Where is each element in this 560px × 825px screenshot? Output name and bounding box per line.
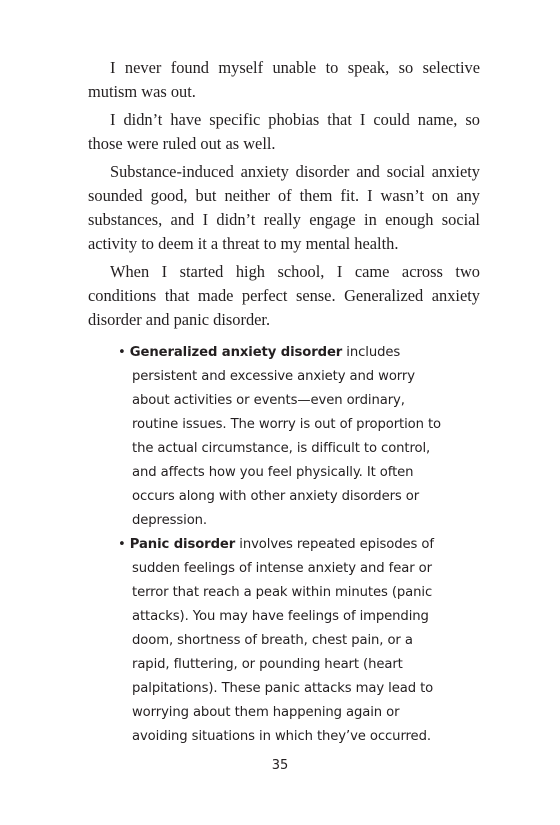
page-number: 35	[271, 758, 289, 773]
paragraph-specific-phobias: I didn’t have specific phobias that I could name, so those were ruled out as well.	[88, 110, 480, 153]
list-item-generalized-anxiety	[118, 341, 448, 533]
condition-list	[118, 341, 448, 749]
body-text	[88, 56, 480, 332]
term-panic-disorder: Panic disorder	[129, 537, 236, 552]
definition-generalized-anxiety-disorder: includes persistent and excessive anxiety and worry about activities or events—even ordinary, routine issues. The worry is out of proportion to the actual circumstance, is difficult to control, and affects how you feel physically. It often occurs along with other anxiety disorders or depression.	[132, 345, 442, 528]
paragraph-high-school: When I started high school, I came across two conditions that made perfect sense. Generalized anxiety disorder and panic disorder.	[88, 262, 480, 329]
definition-panic-disorder: involves repeated episodes of sudden feelings of intense anxiety and fear or terror that reach a peak within minutes (panic attacks). You may have feelings of impending doom, shortness of breath, chest pain, or a rapid, fluttering, or pounding heart (heart palpitations). These panic attacks may lead to worrying about them happening again or avoiding situations in which they’ve occurred.	[132, 537, 434, 744]
term-generalized-anxiety-disorder: Generalized anxiety disorder	[129, 345, 343, 360]
paragraph-substance-social-anxiety: Substance-induced anxiety disorder and social anxiety sounded good, but neither of them fit. I wasn’t on any substances, and I didn’t really engage in enough social activity to deem it a threat to my mental health.	[88, 162, 480, 253]
paragraph-selective-mutism: I never found myself unable to speak, so selective mutism was out.	[88, 58, 480, 101]
bullet-marker: •	[118, 537, 126, 552]
list-item-panic-disorder	[118, 533, 448, 749]
bullet-marker: •	[118, 345, 126, 360]
